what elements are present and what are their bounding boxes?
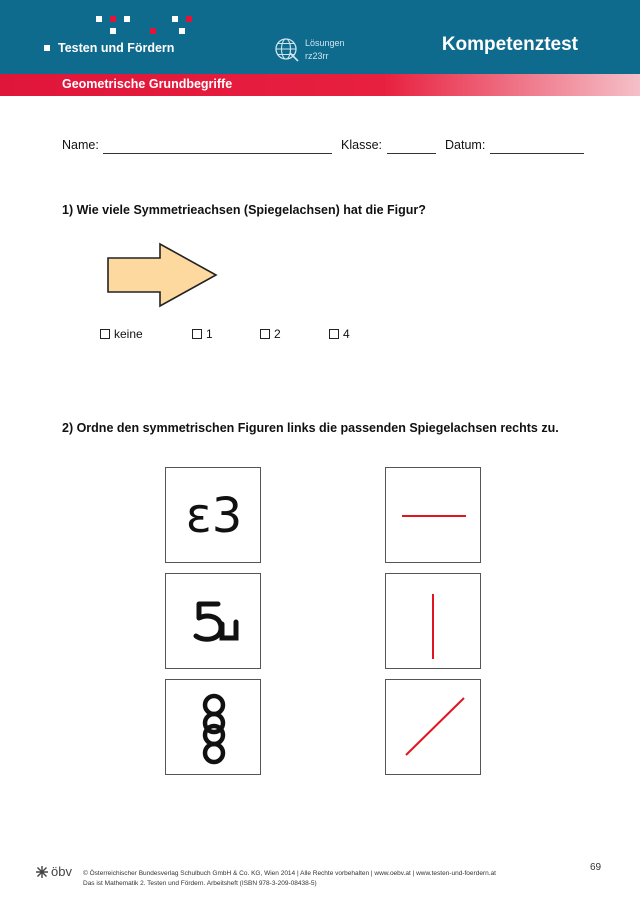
name-label: Name: <box>62 138 99 152</box>
option-1[interactable] <box>192 327 213 341</box>
page-number: 69 <box>590 862 602 873</box>
section-title: Geometrische Grundbegriffe <box>62 77 233 91</box>
page-header <box>0 0 640 74</box>
option-label: 2 <box>274 327 281 341</box>
option-2[interactable] <box>260 327 281 341</box>
brand-name: Testen und Fördern <box>58 41 175 55</box>
figure-box-2[interactable] <box>165 573 261 669</box>
snowflake-icon <box>36 866 48 878</box>
figure-8-stacked-glyph <box>166 680 262 776</box>
arrow-figure <box>104 240 222 310</box>
vertical-axis-icon <box>386 574 482 670</box>
figure-box-3[interactable] <box>165 679 261 775</box>
class-field[interactable] <box>387 153 436 154</box>
checkbox-icon[interactable] <box>260 329 270 339</box>
class-label: Klasse: <box>341 138 382 152</box>
axis-box-vertical[interactable] <box>385 573 481 669</box>
figure-3-mirror-glyph: ɛ3 <box>185 488 243 544</box>
footer-copyright <box>83 869 496 889</box>
brand-square-icon <box>44 45 50 51</box>
checkbox-icon[interactable] <box>192 329 202 339</box>
publisher-logo <box>36 864 72 879</box>
figure-5-mirror-glyph <box>166 574 262 670</box>
date-field[interactable] <box>490 153 584 154</box>
checkbox-icon[interactable] <box>329 329 339 339</box>
name-field[interactable] <box>103 153 332 154</box>
solutions-label: Lösungen <box>305 38 345 48</box>
option-label: keine <box>114 327 143 341</box>
solutions-link[interactable] <box>305 37 345 63</box>
section-bar <box>0 74 640 96</box>
footer-line-2: Das ist Mathematik 2. Testen und Fördern. Arbeitsheft (ISBN 978-3-209-08438-5) <box>83 880 317 887</box>
option-keine[interactable] <box>100 327 143 341</box>
option-4[interactable] <box>329 327 350 341</box>
footer-line-1: © Österreichischer Bundesverlag Schulbuch GmbH & Co. KG, Wien 2014 | Alle Rechte vorbehalten | www.oebv.at | www.testen-und-foerdern.at <box>83 870 496 877</box>
date-label: Datum: <box>445 138 486 152</box>
option-label: 4 <box>343 327 350 341</box>
axis-box-horizontal[interactable] <box>385 467 481 563</box>
globe-icon[interactable] <box>274 37 300 63</box>
question-1-text: 1) Wie viele Symmetrieachsen (Spiegelachsen) hat die Figur? <box>62 203 426 217</box>
question-2-text: 2) Ordne den symmetrischen Figuren links die passenden Spiegelachsen rechts zu. <box>62 421 559 435</box>
page-title: Kompetenztest <box>441 34 578 55</box>
option-label: 1 <box>206 327 213 341</box>
brand-logo <box>44 41 174 55</box>
axis-box-diagonal[interactable] <box>385 679 481 775</box>
publisher-name: öbv <box>51 864 72 879</box>
diagonal-axis-icon <box>386 680 482 776</box>
figure-box-1[interactable] <box>165 467 261 563</box>
solutions-code: rz23rr <box>305 51 329 61</box>
checkbox-icon[interactable] <box>100 329 110 339</box>
horizontal-axis-icon <box>386 468 482 564</box>
